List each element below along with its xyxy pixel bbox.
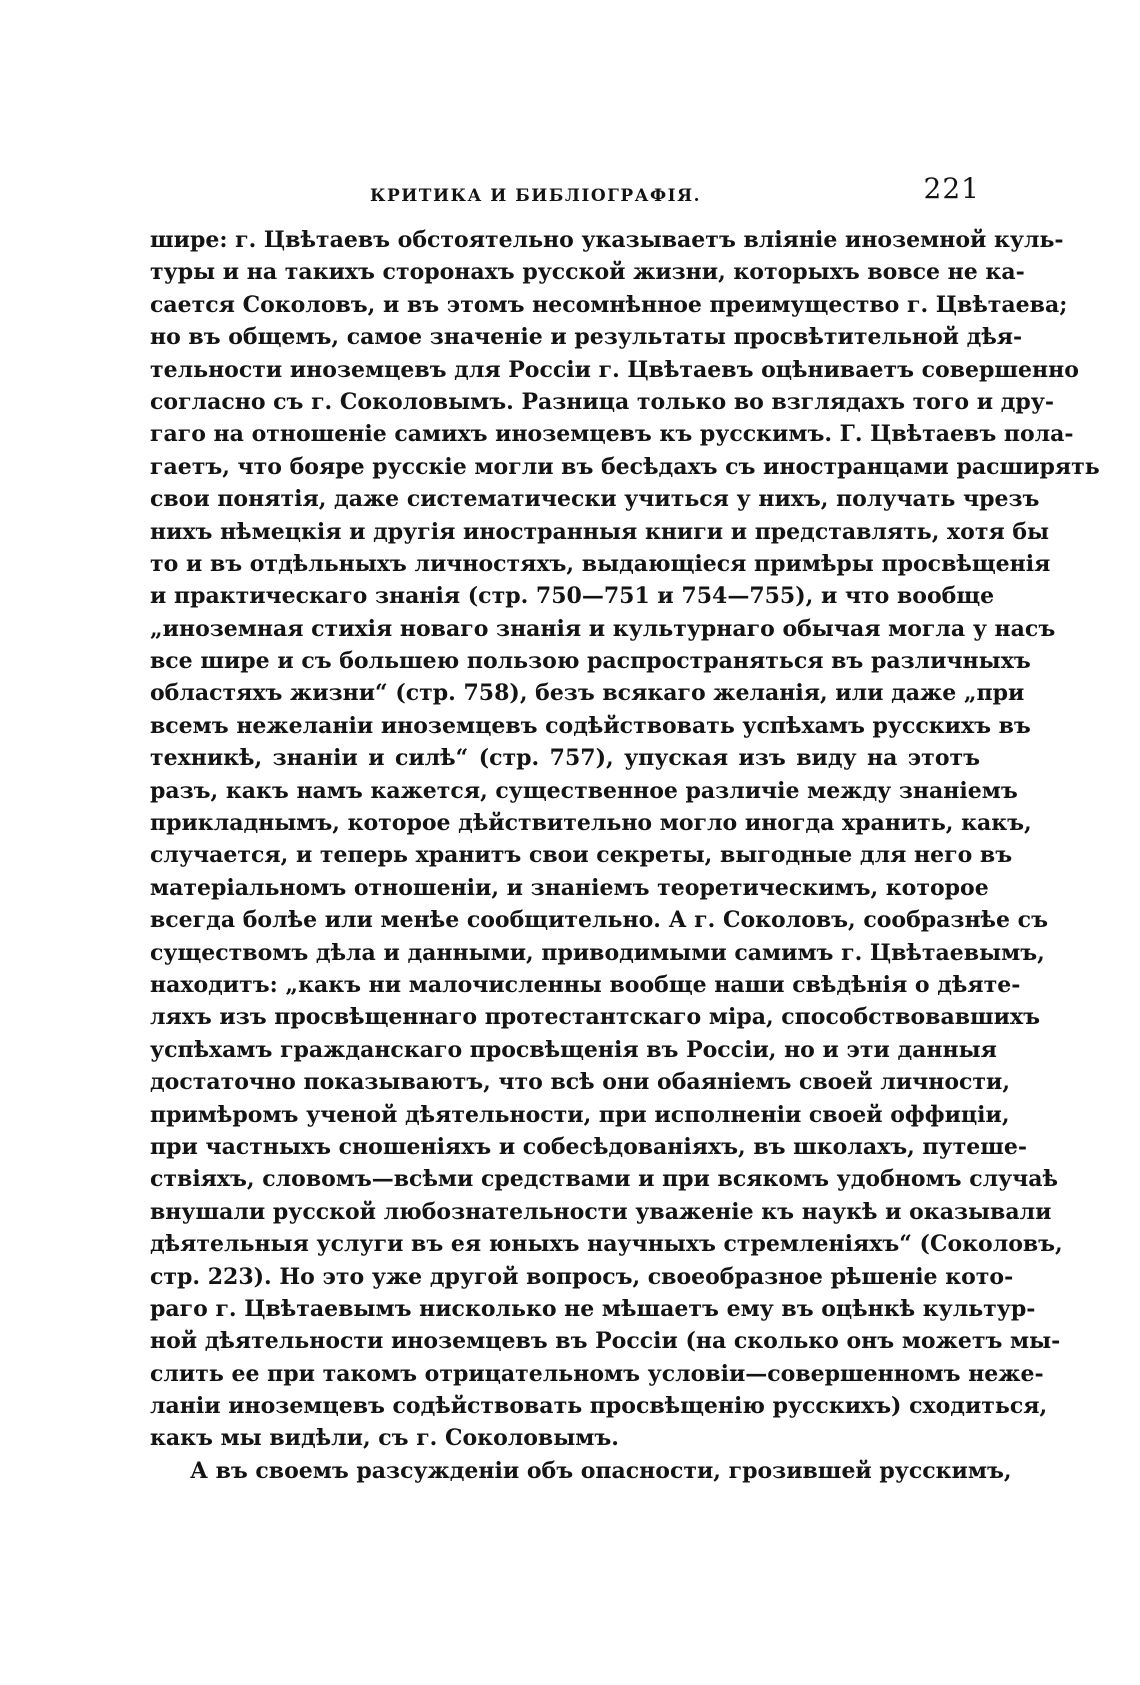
text-line: при частныхъ сношеніяхъ и собесѣдованіяхъ, въ школахъ, путеше-	[150, 1133, 1028, 1160]
text-line: нихъ нѣмецкія и другія иностранныя книги и представлять, хотя бы	[150, 518, 1050, 545]
text-line: находитъ: „какъ ни малочисленны вообще наши свѣдѣнія о дѣяте-	[150, 971, 1021, 998]
text-line: какъ мы видѣли, съ г. Соколовымъ.	[150, 1425, 619, 1452]
text-line: техникѣ, знаніи и силѣ“ (стр. 757), упуская изъ виду на этотъ	[150, 745, 980, 772]
text-line: все шире и съ большею пользою распространяться въ различныхъ	[150, 648, 1031, 675]
text-line: примѣромъ ученой дѣятельности, при исполненіи своей оффиціи,	[150, 1101, 1010, 1128]
text-line: всегда болѣе или менѣе сообщительно. А г. Соколовъ, сообразнѣе съ	[150, 907, 1048, 934]
text-line: тельности иноземцевъ для Россіи г. Цвѣтаевъ оцѣниваетъ совершенно	[150, 356, 1079, 383]
text-line: прикладнымъ, которое дѣйствительно могло иногда хранить, какъ,	[150, 810, 1032, 837]
text-line: туры и на такихъ сторонахъ русской жизни, которыхъ вовсе не ка-	[150, 259, 1025, 286]
text-line: гаетъ, что бояре русскіе могли въ бесѣдахъ съ иностранцами расширять	[150, 453, 1100, 480]
text-line: согласно съ г. Соколовымъ. Разница только во взглядахъ того и дру-	[150, 388, 1054, 415]
text-line: но въ общемъ, самое значеніе и результаты просвѣтительной дѣя-	[150, 324, 1023, 351]
text-line: стр. 223). Но это уже другой вопросъ, своеобразное рѣшеніе кото-	[150, 1263, 1014, 1290]
text-line: матеріальномъ отношеніи, и знаніемъ теоретическимъ, которое	[150, 874, 989, 901]
text-line: дѣятельныя услуги въ ея юныхъ научныхъ стремленіяхъ“ (Соколовъ,	[150, 1231, 1063, 1258]
text-line: случается, и теперь хранитъ свои секреты, выгодные для него въ	[150, 842, 1013, 869]
text-line: „иноземная стихія новаго знанія и культурнаго обычая могла у насъ	[150, 615, 1056, 642]
paragraph-start-line: А въ своемъ разсужденіи объ опасности, грозившей русскимъ,	[190, 1457, 1012, 1484]
text-line: внушали русской любознательности уваженіе къ наукѣ и оказывали	[150, 1198, 1052, 1225]
text-line: гаго на отношеніе самихъ иноземцевъ къ русскимъ. Г. Цвѣтаевъ пола-	[150, 421, 1074, 448]
book-page	[150, 170, 1100, 1487]
body-text	[150, 224, 1100, 1487]
text-line: слить ее при такомъ отрицательномъ условіи—совершенномъ неже-	[150, 1360, 1044, 1387]
page-header	[150, 170, 980, 216]
text-line: существомъ дѣла и данными, приводимыми самимъ г. Цвѣтаевымъ,	[150, 939, 1045, 966]
text-line: ной дѣятельности иноземцевъ въ Россіи (на сколько онъ можетъ мы-	[150, 1328, 1061, 1355]
text-line: то и въ отдѣльныхъ личностяхъ, выдающіеся примѣры просвѣщенія	[150, 550, 1051, 577]
text-line: ляхъ изъ просвѣщеннаго протестантскаго міра, способствовавшихъ	[150, 1004, 1040, 1031]
text-line: всемъ нежеланіи иноземцевъ содѣйствовать успѣхамъ русскихъ въ	[150, 712, 1031, 739]
page-number: 221	[923, 172, 980, 205]
text-line: успѣхамъ гражданскаго просвѣщенія въ Россіи, но и эти данныя	[150, 1036, 997, 1063]
running-head: КРИТИКА И БИБЛІОГРАФІЯ.	[370, 186, 701, 206]
text-line: ланіи иноземцевъ содѣйствовать просвѣщенію русскихъ) сходиться,	[150, 1393, 1048, 1420]
text-line: достаточно показываютъ, что всѣ они обаяніемъ своей личности,	[150, 1069, 1011, 1096]
text-line: разъ, какъ намъ кажется, существенное различіе между знаніемъ	[150, 777, 1018, 804]
text-line: сается Соколовъ, и въ этомъ несомнѣнное преимущество г. Цвѣтаева;	[150, 291, 1068, 318]
text-line: свои понятія, даже систематически учиться у нихъ, получать чрезъ	[150, 486, 1040, 513]
text-line: шире: г. Цвѣтаевъ обстоятельно указываетъ вліяніе иноземной куль-	[150, 227, 1064, 253]
text-line: раго г. Цвѣтаевымъ нисколько не мѣшаетъ ему въ оцѣнкѣ культур-	[150, 1295, 1036, 1322]
text-line: и практическаго знанія (стр. 750—751 и 754—755), и что вообще	[150, 583, 995, 610]
text-line: ствіяхъ, словомъ—всѣми средствами и при всякомъ удобномъ случаѣ	[150, 1166, 1059, 1193]
text-line: областяхъ жизни“ (стр. 758), безъ всякаго желанія, или даже „при	[150, 680, 1025, 707]
